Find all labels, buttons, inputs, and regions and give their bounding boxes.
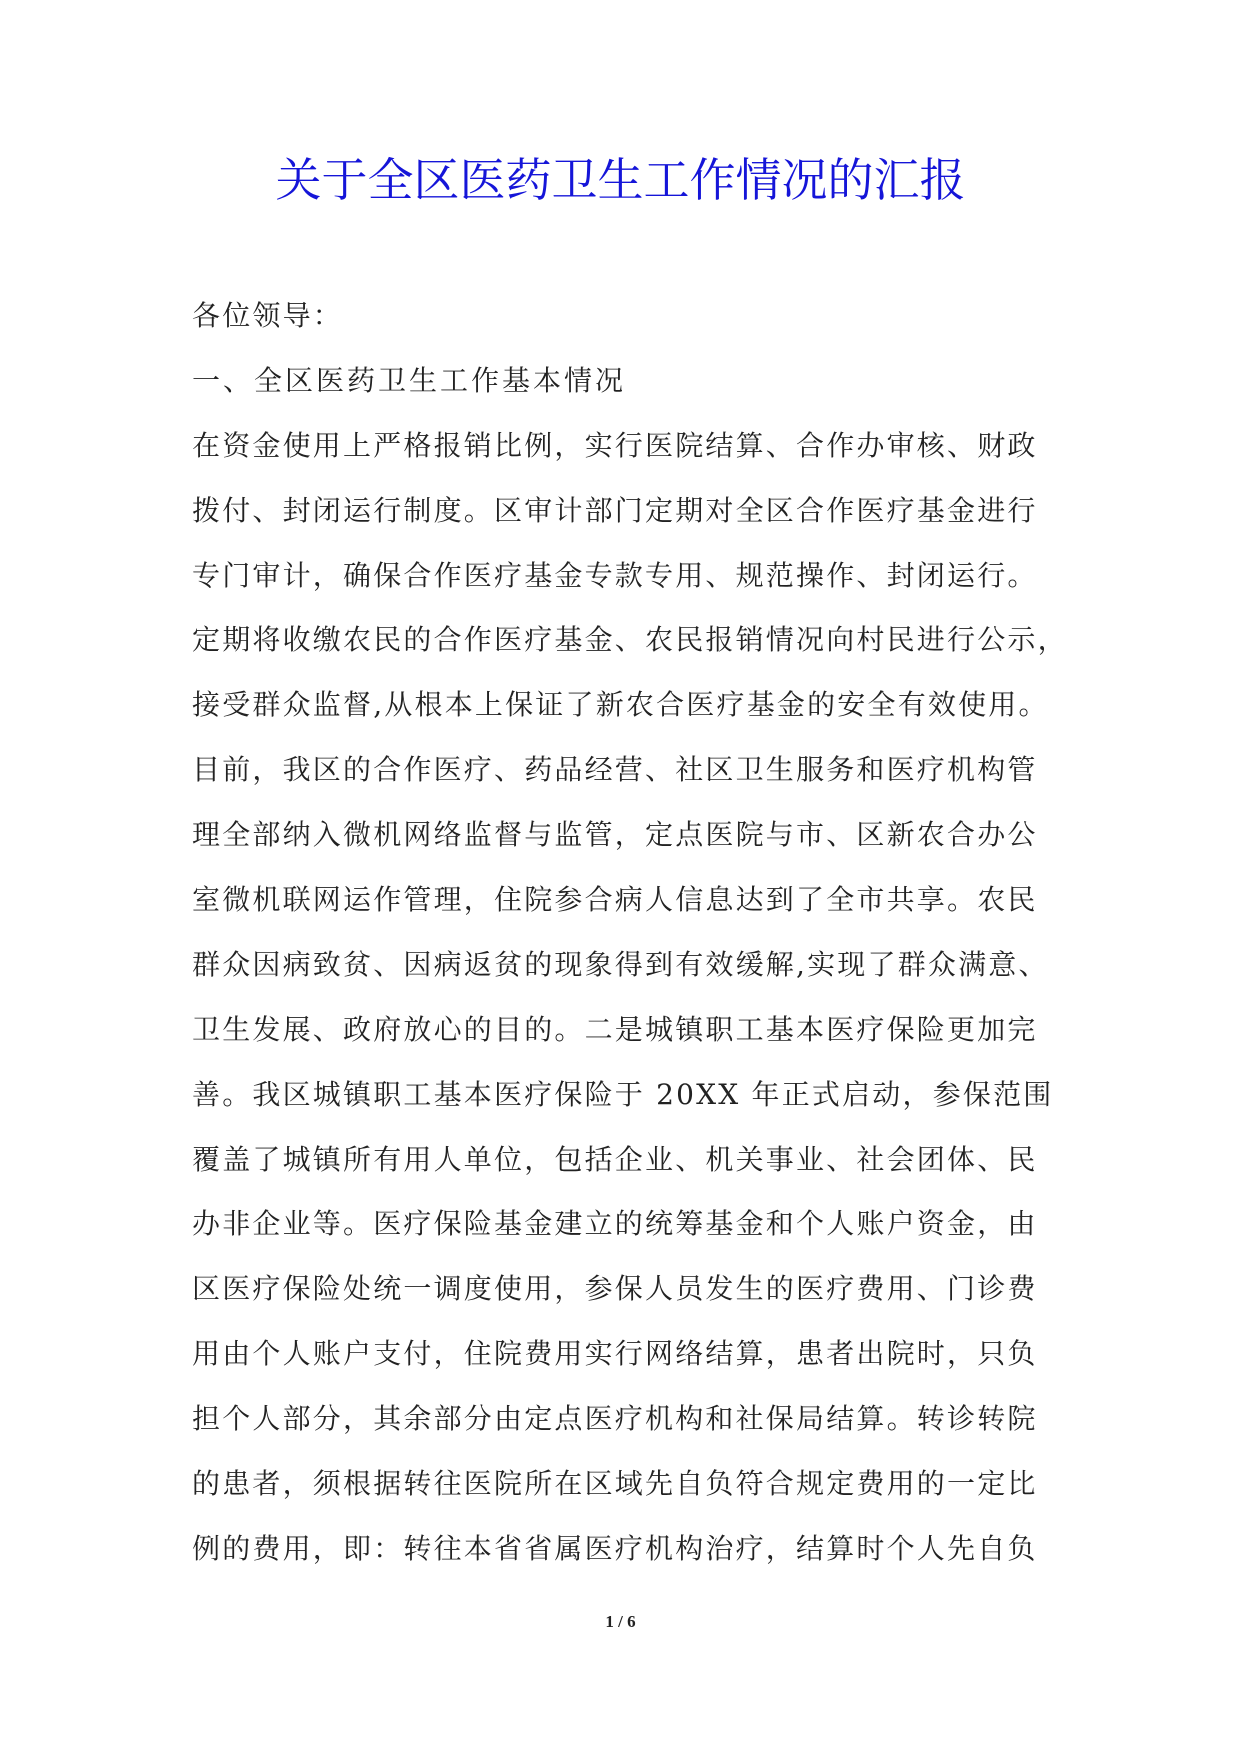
body-line: 在资金使用上严格报销比例，实行医院结算、合作办审核、财政 bbox=[192, 428, 1038, 462]
body-line: 室微机联网运作管理，住院参合病人信息达到了全市共享。农民 bbox=[192, 883, 1038, 917]
document-body bbox=[192, 284, 1068, 1582]
body-line: 接受群众监督,从根本上保证了新农合医疗基金的安全有效使用。 bbox=[192, 688, 1049, 722]
page-number: 1 / 6 bbox=[605, 1612, 636, 1631]
body-line: 专门审计，确保合作医疗基金专款专用、规范操作、封闭运行。 bbox=[192, 558, 1038, 592]
body-line: 善。我区城镇职工基本医疗保险于 20XX 年正式启动，参保范围 bbox=[192, 1077, 1054, 1111]
body-line: 目前，我区的合作医疗、药品经营、社区卫生服务和医疗机构管 bbox=[192, 753, 1038, 787]
body-line: 的患者，须根据转往医院所在区域先自负符合规定费用的一定比 bbox=[192, 1467, 1038, 1501]
body-line: 覆盖了城镇所有用人单位，包括企业、机关事业、社会团体、民 bbox=[192, 1142, 1038, 1176]
salutation: 各位领导： bbox=[192, 299, 344, 332]
body-line: 办非企业等。医疗保险基金建立的统筹基金和个人账户资金，由 bbox=[192, 1207, 1038, 1241]
body-line: 用由个人账户支付，住院费用实行网络结算，患者出院时，只负 bbox=[192, 1337, 1038, 1371]
body-line: 例的费用，即：转往本省省属医疗机构治疗，结算时个人先自负 bbox=[192, 1531, 1038, 1565]
body-line: 卫生发展、政府放心的目的。二是城镇职工基本医疗保险更加完 bbox=[192, 1012, 1038, 1046]
body-line: 群众因病致贫、因病返贫的现象得到有效缓解,实现了群众满意、 bbox=[192, 947, 1049, 981]
section-heading: 一、全区医药卫生工作基本情况 bbox=[192, 363, 627, 397]
body-line: 定期将收缴农民的合作医疗基金、农民报销情况向村民进行公示， bbox=[192, 623, 1068, 657]
body-line: 拨付、封闭运行制度。区审计部门定期对全区合作医疗基金进行 bbox=[192, 493, 1038, 527]
document-title: 关于全区医药卫生工作情况的汇报 bbox=[275, 153, 966, 207]
body-line: 担个人部分，其余部分由定点医疗机构和社保局结算。转诊转院 bbox=[192, 1402, 1038, 1436]
body-line: 区医疗保险处统一调度使用，参保人员发生的医疗费用、门诊费 bbox=[192, 1272, 1038, 1306]
body-line: 理全部纳入微机网络监督与监管，定点医院与市、区新农合办公 bbox=[192, 818, 1038, 852]
